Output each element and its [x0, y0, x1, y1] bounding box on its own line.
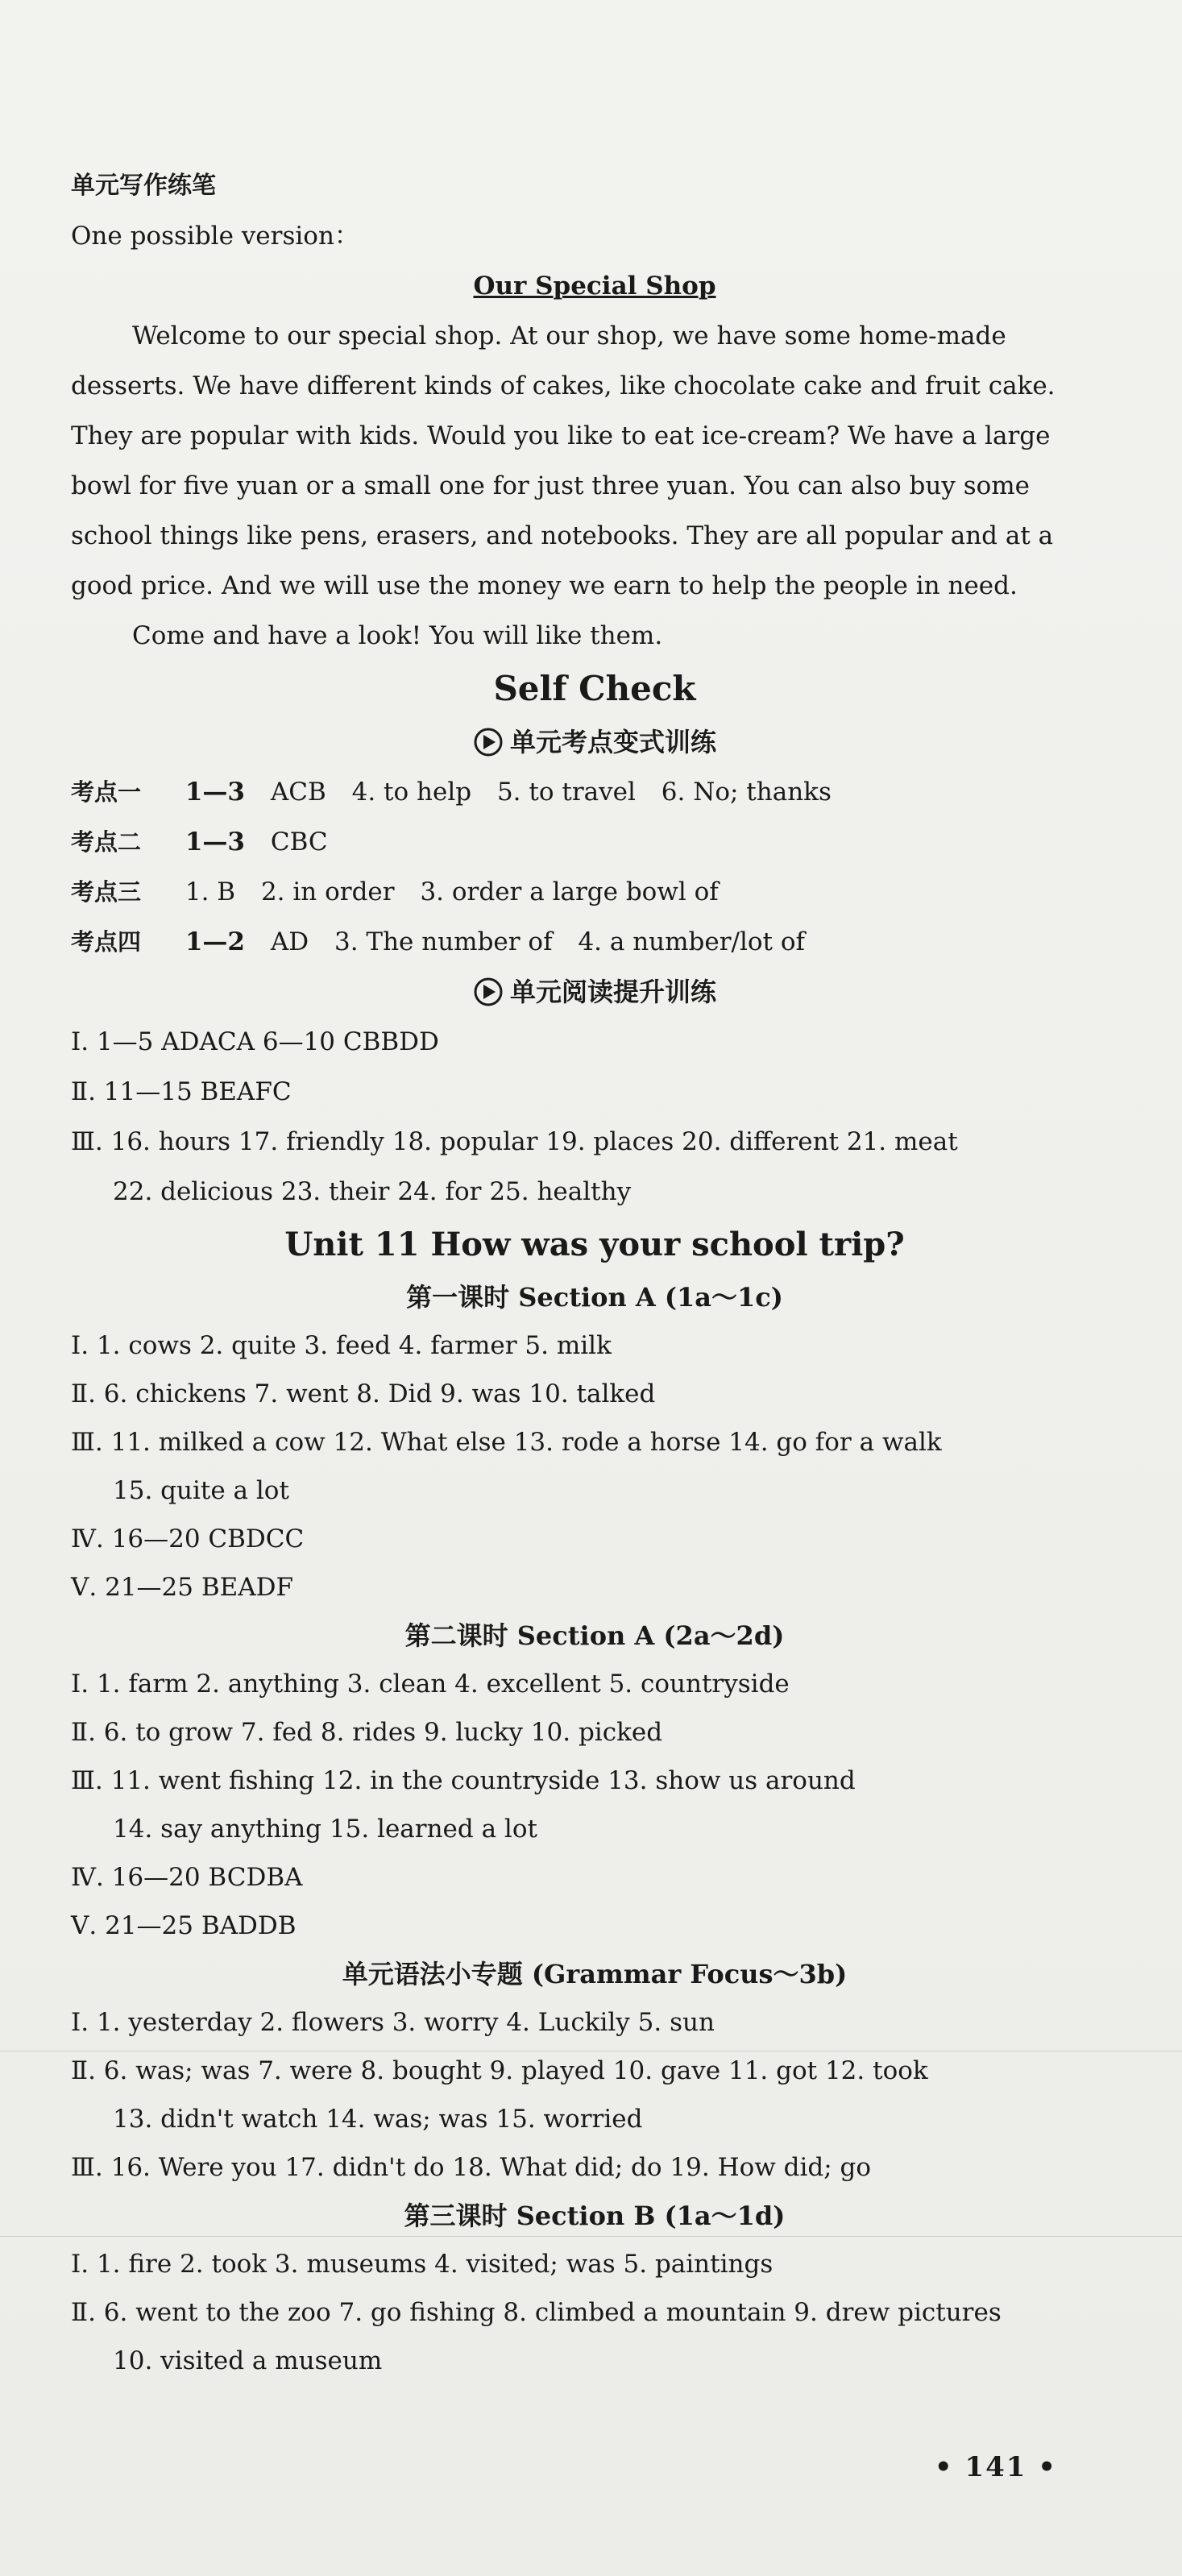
- essay-line: They are popular with kids. Would you like to eat ice-cream? We have a large: [71, 421, 1051, 450]
- kaodian-row: [71, 767, 1118, 817]
- essay-title-text: Our Special Shop: [473, 272, 716, 301]
- writing-heading: 单元写作练笔: [71, 172, 216, 200]
- answer-line: Ⅲ. 16. Were you 17. didn't do 18. What did; do 19. How did; go: [71, 2153, 872, 2182]
- kaodian-label: 考点二: [71, 828, 142, 856]
- answer-item: 1. B: [185, 877, 236, 906]
- essay-line: good price. And we will use the money we earn to help the people in need.: [71, 571, 1018, 600]
- essay-line: Come and have a look! You will like them.: [132, 621, 663, 650]
- kaodian-row: [71, 917, 1118, 967]
- banner-row: [71, 967, 1118, 1017]
- essay-line: Welcome to our special shop. At our shop, we have some home-made: [132, 321, 1006, 351]
- answer-line: 15. quite a lot: [113, 1476, 289, 1505]
- banner-1: [473, 717, 716, 767]
- answer-item: 3. The number of: [334, 927, 553, 956]
- answer-line: Ⅰ. 1. fire 2. took 3. museums 4. visited; was 5. paintings: [71, 2250, 773, 2279]
- answer-line: Ⅱ. 6. chickens 7. went 8. Did 9. was 10. talked: [71, 1379, 656, 1408]
- essay-line: bowl for five yuan or a small one for just three yuan. You can also buy some: [71, 471, 1031, 500]
- answer-item: 4. a number/lot of: [578, 927, 806, 956]
- answer-line: 22. delicious 23. their 24. for 25. healthy: [113, 1177, 632, 1206]
- answer-line: 13. didn't watch 14. was; was 15. worried: [113, 2105, 643, 2134]
- page-number: • 141 •: [934, 2451, 1057, 2483]
- play-arrow-icon: [473, 727, 504, 757]
- answer-line: Ⅳ. 16—20 BCDBA: [71, 1863, 303, 1892]
- answer-line: Ⅲ. 16. hours 17. friendly 18. popular 19. places 20. different 21. meat: [71, 1127, 958, 1156]
- answer-line: Ⅰ. 1. farm 2. anything 3. clean 4. excellent 5. countryside: [71, 1670, 790, 1699]
- banner-row: [71, 717, 1118, 767]
- section-title: 单元语法小专题 (Grammar Focus～3b): [342, 1959, 848, 1989]
- section-title: 第二课时 Section A (2a～2d): [404, 1620, 785, 1651]
- answer-line: Ⅲ. 11. went fishing 12. in the countryside 13. show us around: [71, 1766, 856, 1795]
- answer-line: Ⅰ. 1. cows 2. quite 3. feed 4. farmer 5. milk: [71, 1331, 612, 1360]
- answer-line: Ⅲ. 11. milked a cow 12. What else 13. rode a horse 14. go for a walk: [71, 1428, 942, 1457]
- answer-item: 2. in order: [260, 877, 395, 906]
- answer-item: 1—2: [185, 927, 245, 956]
- banner-2-label: 单元阅读提升训练: [509, 977, 716, 1007]
- answer-line: Ⅳ. 16—20 CBDCC: [71, 1524, 305, 1553]
- banner-2: [473, 967, 716, 1017]
- answer-line: Ⅴ. 21—25 BEADF: [71, 1573, 294, 1602]
- essay-line: school things like pens, erasers, and notebooks. They are all popular and at a: [71, 521, 1054, 550]
- writing-intro: One possible version：: [71, 222, 359, 251]
- answer-line: Ⅱ. 6. to grow 7. fed 8. rides 9. lucky 10. picked: [71, 1718, 663, 1747]
- answer-line: Ⅱ. 6. was; was 7. were 8. bought 9. played 10. gave 11. got 12. took: [71, 2056, 928, 2085]
- answer-item: AD: [270, 927, 309, 956]
- answer-item: 3. order a large bowl of: [420, 877, 719, 906]
- section-title: 第一课时 Section A (1a～1c): [406, 1282, 783, 1313]
- answer-line: Ⅴ. 21—25 BADDB: [71, 1911, 297, 1940]
- answer-line: Ⅰ. 1. yesterday 2. flowers 3. worry 4. Luckily 5. sun: [71, 2008, 715, 2037]
- self-check-title: Self Check: [493, 669, 696, 708]
- answer-item: 5. to travel: [496, 778, 636, 807]
- answer-line: Ⅱ. 11—15 BEAFC: [71, 1077, 292, 1106]
- kaodian-row: [71, 867, 1118, 917]
- banner-1-label: 单元考点变式训练: [509, 727, 716, 757]
- answer-item: 1—3: [185, 778, 245, 807]
- content: [71, 161, 1118, 2385]
- kaodian-label: 考点三: [71, 878, 142, 906]
- answer-item: CBC: [270, 828, 328, 857]
- section-title: 第三课时 Section B (1a～1d): [404, 2201, 786, 2231]
- essay-title: [71, 261, 1118, 311]
- answer-line: Ⅱ. 6. went to the zoo 7. go fishing 8. climbed a mountain 9. drew pictures: [71, 2298, 1002, 2327]
- answer-item: 4. to help: [351, 778, 472, 807]
- unit-title: Unit 11 How was your school trip?: [284, 1226, 905, 1263]
- kaodian-row: [71, 817, 1118, 867]
- essay-line: desserts. We have different kinds of cakes, like chocolate cake and fruit cake.: [71, 371, 1056, 400]
- answer-item: 1—3: [185, 828, 245, 857]
- kaodian-label: 考点四: [71, 928, 142, 956]
- answer-line: 14. say anything 15. learned a lot: [113, 1815, 537, 1844]
- answer-line: 10. visited a museum: [113, 2346, 383, 2375]
- answer-line: Ⅰ. 1—5 ADACA 6—10 CBBDD: [71, 1027, 439, 1056]
- answer-item: 6. No; thanks: [661, 778, 832, 807]
- answer-item: ACB: [270, 778, 326, 807]
- play-arrow-icon: [473, 977, 504, 1007]
- kaodian-label: 考点一: [71, 778, 142, 806]
